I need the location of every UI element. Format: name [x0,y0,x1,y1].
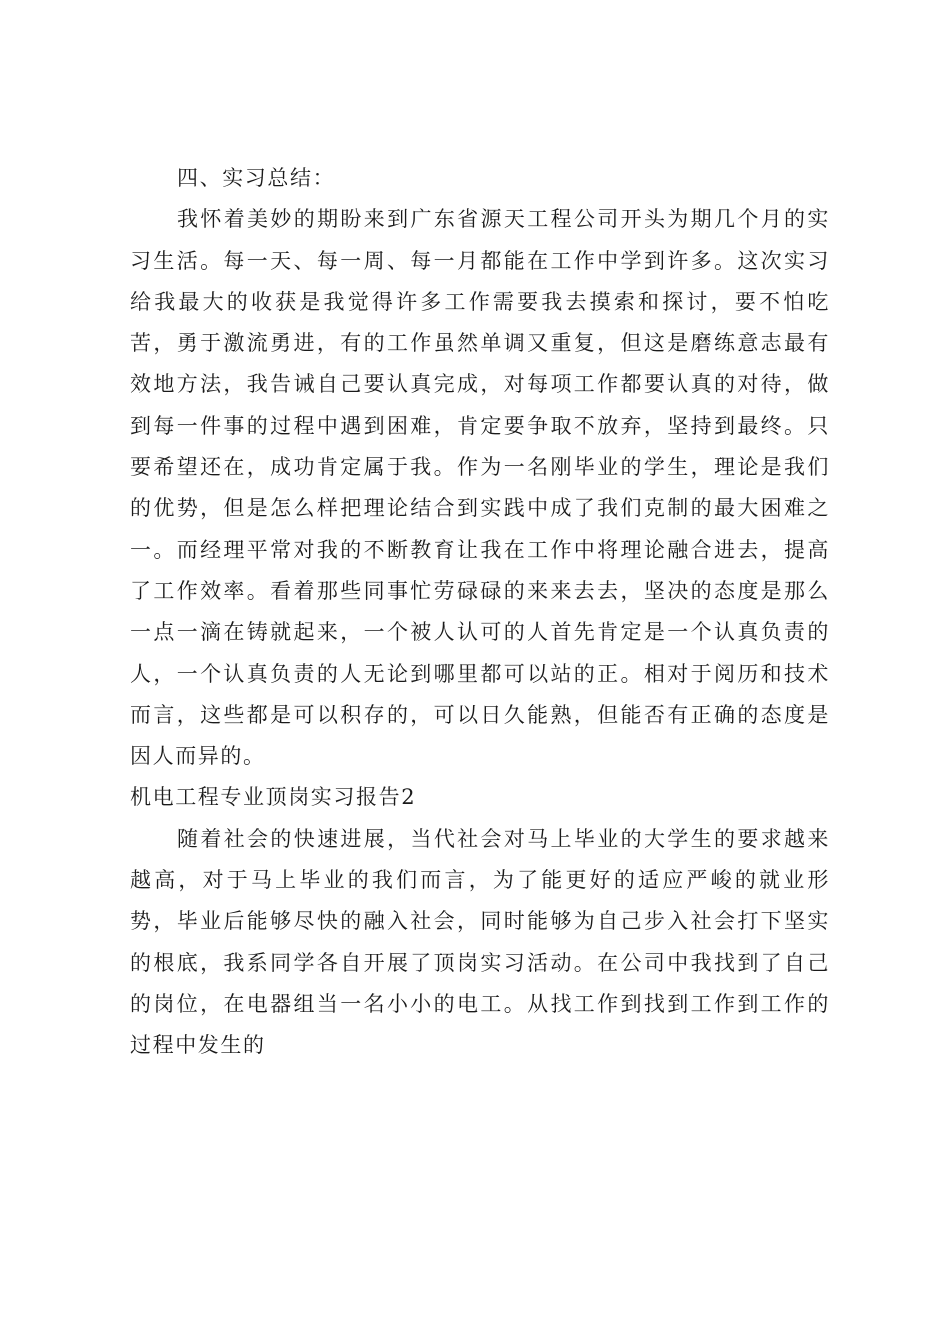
section-heading: 四、实习总结： [177,166,336,190]
report-intro-paragraph: 随着社会的快速进展，当代社会对马上毕业的大学生的要求越来越高，对于马上毕业的我们而言，为了能更好的适应严峻的就业形势，毕业后能够尽快的融入社会，同时能够为自己步入社会打下坚实的根底，我系同学各自开展了顶岗实习活动。在公司中我找到了自己的岗位，在电器组当一名小小的电工。从找工作到找到工作到工作的过程中发生的 [130,826,830,1058]
document-body [130,158,830,1067]
report-title: 机电工程专业顶岗实习报告2 [130,785,417,810]
summary-paragraph: 我怀着美妙的期盼来到广东省源天工程公司开头为期几个月的实习生活。每一天、每一周、每一月都能在工作中学到许多。这次实习给我最大的收获是我觉得许多工作需要我去摸索和探讨，要不怕吃苦，勇于激流勇进，有的工作虽然单调又重复，但这是磨练意志最有效地方法，我告诫自己要认真完成，对每项工作都要认真的对待，做到每一件事的过程中遇到困难，肯定要争取不放弃，坚持到最终。只要希望还在，成功肯定属于我。作为一名刚毕业的学生，理论是我们的优势，但是怎么样把理论结合到实践中成了我们克制的最大困难之一。而经理平常对我的不断教育让我在工作中将理论融合进去，提高了工作效率。看着那些同事忙劳碌碌的来来去去，坚决的态度是那么一点一滴在铸就起来，一个被人认可的人首先肯定是一个认真负责的人，一个认真负责的人无论到哪里都可以站的正。相对于阅历和技术而言，这些都是可以积存的，可以日久能熟，但能否有正确的态度是因人而异的。 [130,207,830,769]
